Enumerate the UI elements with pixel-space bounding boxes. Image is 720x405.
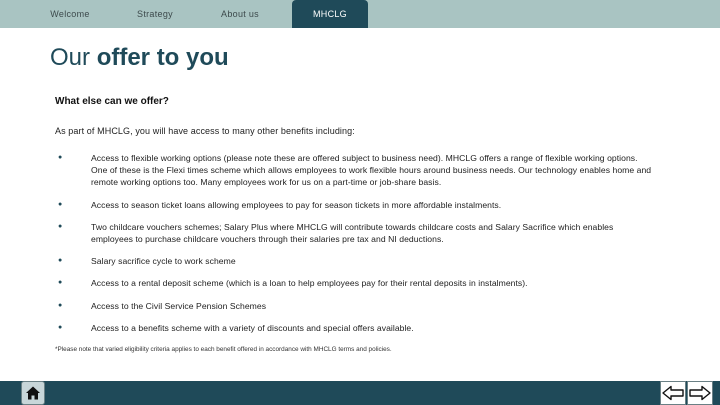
bullet-icon: ●: [58, 301, 63, 309]
list-item: [55, 221, 655, 245]
tab-welcome[interactable]: Welcome: [50, 9, 90, 19]
list-item: [55, 300, 655, 312]
intro-text: As part of MHCLG, you will have access to many other benefits including:: [55, 126, 355, 136]
list-item-text: Access to a rental deposit scheme (which is a loan to help employees pay for their rental deposits in instalments).: [91, 278, 528, 289]
arrow-right-icon: [689, 385, 711, 401]
arrow-left-icon: [662, 385, 684, 401]
tab-mhclg[interactable]: MHCLG: [292, 0, 368, 28]
list-item-text: Access to the Civil Service Pension Schemes: [91, 300, 267, 311]
home-icon: [25, 385, 41, 401]
top-navigation-bar: [0, 0, 720, 28]
list-item: [55, 199, 655, 211]
list-item: [55, 255, 655, 267]
bullet-icon: ●: [58, 222, 63, 230]
bottom-bar: [0, 381, 720, 405]
bullet-icon: ●: [58, 323, 63, 331]
footnote: *Please note that varied eligibility criteria applies to each benefit offered in accordance with MHCLG terms and policies.: [55, 346, 392, 353]
tab-strategy[interactable]: Strategy: [137, 9, 173, 19]
list-item: [55, 152, 655, 189]
bullet-icon: ●: [58, 279, 63, 287]
bullet-icon: ●: [58, 257, 63, 265]
list-item-text: Access to a benefits scheme with a variety of discounts and special offers available.: [91, 322, 414, 333]
page-title: [50, 44, 229, 72]
list-item-text: Salary sacrifice cycle to work scheme: [91, 256, 236, 267]
list-item: [55, 322, 655, 334]
benefits-list: [55, 152, 655, 334]
list-item-text: Access to season ticket loans allowing employees to pay for season tickets in more affordable instalments.: [91, 199, 502, 210]
page-title-regular: Our: [50, 44, 97, 71]
bullet-icon: ●: [58, 154, 63, 161]
home-button[interactable]: [21, 381, 45, 405]
page-title-bold: offer to you: [96, 44, 229, 71]
list-item-text: Two childcare vouchers schemes; Salary Plus where MHCLG will contribute towards childcare costs and Salary Sacrifice which enables employees to purchase childcare vouchers through their salaries pre tax and NI deductions.: [91, 221, 614, 245]
previous-page-button[interactable]: [660, 381, 686, 405]
bullet-icon: ●: [58, 200, 63, 208]
tab-about-us[interactable]: About us: [221, 9, 259, 19]
list-item: [55, 277, 655, 289]
next-page-button[interactable]: [687, 381, 713, 405]
section-heading: What else can we offer?: [55, 96, 169, 107]
list-item-text: Access to flexible working options (please note these are offered subject to business need). MHCLG offers a range of flexible working options. One of these is the Flexi times scheme which allows employees to work flexible hours around business needs. Our technology enables home and remote working options too. Many employees work for us on a part-time or job-share basis.: [91, 153, 652, 188]
